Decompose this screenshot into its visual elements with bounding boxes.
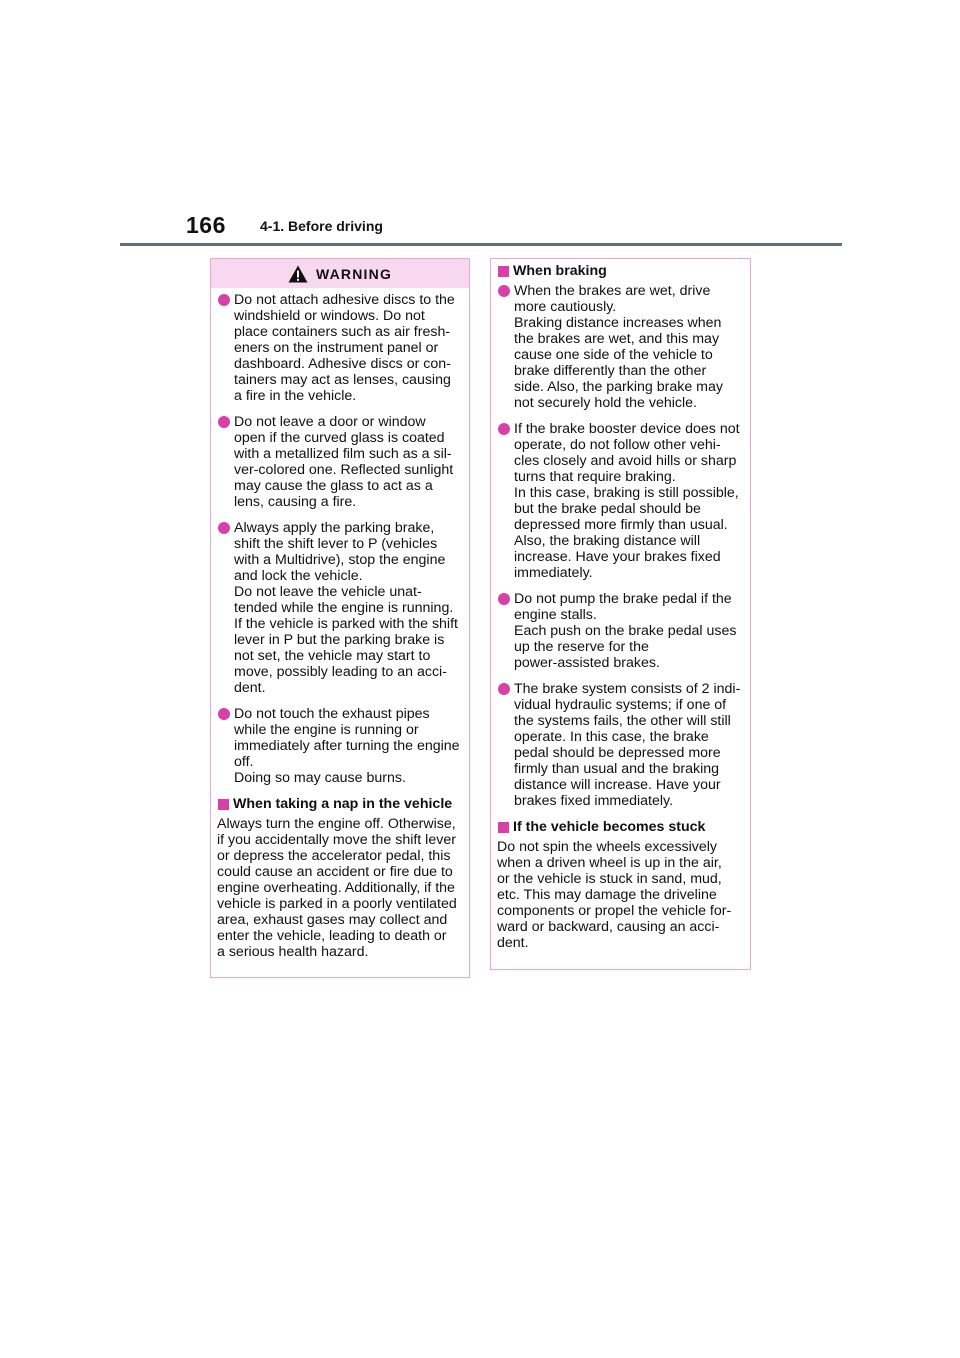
- stuck-heading: [497, 819, 744, 835]
- stuck-heading-text: If the vehicle becomes stuck: [513, 819, 706, 835]
- list-item-text: The brake system consists of 2 indi- vidual hydraulic systems; if one of the systems fails, the other will still operate. In this case, the brake pedal should be depressed more firmly than usual and the braking distance will increase. Have your brakes fixed immediately.: [514, 681, 741, 809]
- list-item-text: If the brake booster device does not operate, do not follow other vehi- cles closely and avoid hills or sharp turns that require braking. In this case, braking is still possible, but the brake pedal should be depressed more firmly than usual. Also, the braking distance will increase. Have your brakes fixed immediately.: [514, 421, 740, 581]
- list-item: [497, 421, 744, 581]
- header-rule: [120, 243, 842, 246]
- list-item: [217, 520, 463, 696]
- list-item: [217, 414, 463, 510]
- bullet-dot-icon: [498, 593, 510, 605]
- bullet-dot-icon: [498, 423, 510, 435]
- warning-box: [210, 258, 470, 978]
- braking-heading-text: When braking: [513, 263, 607, 279]
- list-item: [217, 706, 463, 786]
- nap-heading: [217, 796, 463, 812]
- bullet-dot-icon: [218, 294, 230, 306]
- list-item-text: Do not touch the exhaust pipes while the engine is running or immediately after turning the engine off. Doing so may cause burns.: [234, 706, 460, 786]
- list-item: [497, 283, 744, 411]
- square-bullet-icon: [218, 799, 229, 810]
- warning-header: [211, 259, 469, 288]
- list-item-text: When the brakes are wet, drive more cautiously. Braking distance increases when the brakes are wet, and this may cause one side of the vehicle to brake differently than the other side. Also, the parking brake may not securely hold the vehicle.: [514, 283, 723, 411]
- caution-box: [490, 258, 751, 970]
- list-item-text: Do not attach adhesive discs to the windshield or windows. Do not place containers such as air fresh- eners on the instrument panel or dashboard. Adhesive discs or con- tainers may act as lenses, causing a fire in the vehicle.: [234, 292, 455, 404]
- nap-paragraph: Always turn the engine off. Otherwise, if you accidentally move the shift lever or depress the accelerator pedal, this could cause an accident or fire due to engine overheating. Additionally, if the vehicle is parked in a poorly ventilated area, exhaust gases may collect and enter the vehicle, leading to death or a serious health hazard.: [217, 816, 457, 960]
- bullet-dot-icon: [218, 708, 230, 720]
- square-bullet-icon: [498, 266, 509, 277]
- list-item-text: Do not leave a door or window open if the curved glass is coated with a metallized film such as a sil- ver-colored one. Reflected sunlight may cause the glass to act as a lens, causing a fire.: [234, 414, 454, 510]
- list-item: [497, 681, 744, 809]
- list-item-text: Always apply the parking brake, shift the shift lever to P (vehicles with a Multidrive), stop the engine and lock the vehicle. Do not leave the vehicle unat- tended while the engine is running. If the vehicle is parked with the shift lever in P but the parking brake is not set, the vehicle may start to move, possibly leading to an acci- dent.: [234, 520, 458, 696]
- bullet-dot-icon: [218, 522, 230, 534]
- bullet-dot-icon: [498, 683, 510, 695]
- section-title: 4-1. Before driving: [260, 218, 383, 234]
- bullet-dot-icon: [218, 416, 230, 428]
- warning-label: WARNING: [315, 265, 393, 282]
- square-bullet-icon: [498, 822, 509, 833]
- page-number: 166: [186, 212, 226, 238]
- list-item: [497, 591, 744, 671]
- braking-heading: [497, 263, 744, 279]
- list-item-text: Do not pump the brake pedal if the engine stalls. Each push on the brake pedal uses up the reserve for the power-assisted brakes.: [514, 591, 737, 671]
- bullet-dot-icon: [498, 285, 510, 297]
- warning-triangle-icon: [288, 265, 308, 283]
- list-item: [217, 292, 463, 404]
- nap-heading-text: When taking a nap in the vehicle: [233, 796, 453, 812]
- stuck-paragraph: Do not spin the wheels excessively when a driven wheel is up in the air, or the vehicle is stuck in sand, mud, etc. This may damage the driveline components or propel the vehicle for- ward or backward, causing an acci- dent.: [497, 839, 732, 951]
